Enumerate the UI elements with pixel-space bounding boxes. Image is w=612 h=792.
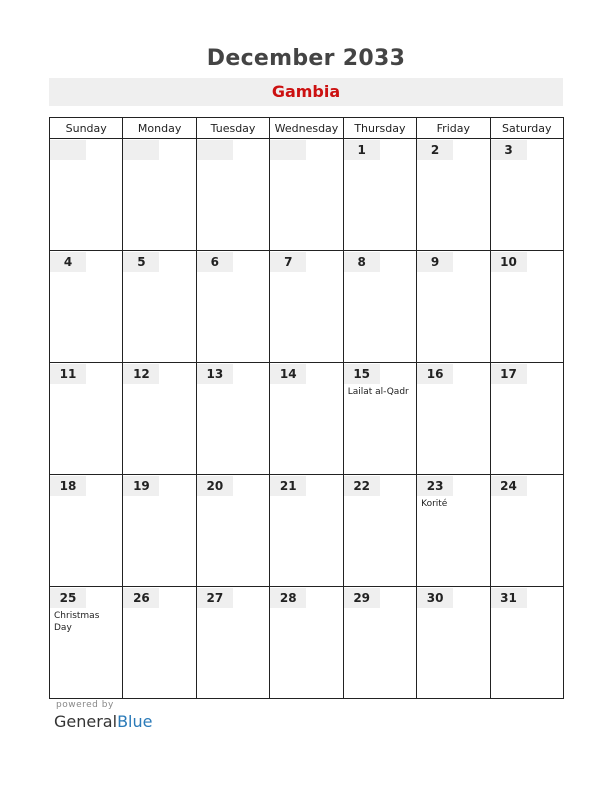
day-number: 29: [344, 588, 380, 608]
weekday-sunday: Sunday: [50, 118, 123, 139]
day-number: 20: [197, 476, 233, 496]
day-cell: [490, 587, 563, 699]
weekday-monday: Monday: [123, 118, 196, 139]
day-cell: [417, 251, 490, 363]
day-number: 24: [491, 476, 527, 496]
day-cell: [50, 475, 123, 587]
day-number: 26: [123, 588, 159, 608]
day-number: 13: [197, 364, 233, 384]
day-cell: [490, 139, 563, 251]
day-number: 19: [123, 476, 159, 496]
day-cell: [196, 363, 269, 475]
week-row: [50, 475, 564, 587]
day-cell: [417, 363, 490, 475]
day-number: 17: [491, 364, 527, 384]
calendar-title: December 2033: [206, 46, 406, 71]
day-number: 16: [417, 364, 453, 384]
weekday-saturday: Saturday: [490, 118, 563, 139]
day-number: 1: [344, 140, 380, 160]
day-cell: [123, 363, 196, 475]
day-number: [197, 140, 233, 160]
day-number: [123, 140, 159, 160]
day-cell: [490, 363, 563, 475]
day-cell: [196, 587, 269, 699]
day-cell: [196, 251, 269, 363]
day-number: 7: [270, 252, 306, 272]
day-cell: [50, 363, 123, 475]
day-cell: [417, 587, 490, 699]
day-number: 18: [50, 476, 86, 496]
day-cell: [270, 251, 343, 363]
day-number: 23: [417, 476, 453, 496]
day-number: 9: [417, 252, 453, 272]
day-cell: [343, 587, 416, 699]
day-number: 11: [50, 364, 86, 384]
week-row: [50, 363, 564, 475]
day-number: 31: [491, 588, 527, 608]
generalblue-logo[interactable]: [54, 712, 152, 731]
day-number: 25: [50, 588, 86, 608]
weekday-tuesday: Tuesday: [196, 118, 269, 139]
week-row: [50, 251, 564, 363]
weekday-thursday: Thursday: [343, 118, 416, 139]
holiday-label: Lailat al-Qadr: [347, 387, 409, 397]
day-cell: [50, 139, 123, 251]
day-cell: [123, 475, 196, 587]
day-number: 8: [344, 252, 380, 272]
day-cell: [343, 475, 416, 587]
day-cell: [270, 475, 343, 587]
day-number: 30: [417, 588, 453, 608]
day-cell: [270, 139, 343, 251]
day-number: 15: [344, 364, 380, 384]
weekday-wednesday: Wednesday: [270, 118, 343, 139]
day-cell: [343, 363, 416, 475]
day-cell: [343, 139, 416, 251]
day-number: 4: [50, 252, 86, 272]
day-cell: [270, 587, 343, 699]
day-number: 28: [270, 588, 306, 608]
day-cell: [123, 251, 196, 363]
weekday-header-row: [50, 118, 564, 139]
calendar-grid: [49, 117, 564, 699]
holiday-label: Christmas Day: [54, 611, 100, 633]
day-number: 5: [123, 252, 159, 272]
day-cell: [490, 251, 563, 363]
day-cell: [196, 475, 269, 587]
day-cell: [343, 251, 416, 363]
day-cell: [417, 139, 490, 251]
day-number: 22: [344, 476, 380, 496]
day-number: [270, 140, 306, 160]
brand-blue: Blue: [117, 712, 153, 731]
day-cell: [50, 587, 123, 699]
day-cell: [50, 251, 123, 363]
week-row: [50, 587, 564, 699]
day-cell: [196, 139, 269, 251]
day-number: 3: [491, 140, 527, 160]
day-cell: [490, 475, 563, 587]
weekday-friday: Friday: [417, 118, 490, 139]
day-number: 2: [417, 140, 453, 160]
day-cell: [270, 363, 343, 475]
holiday-label: Korité: [421, 499, 448, 509]
country-name: Gambia: [49, 78, 563, 106]
day-number: 12: [123, 364, 159, 384]
brand-general: General: [54, 712, 118, 731]
day-number: [50, 140, 86, 160]
day-cell: [417, 475, 490, 587]
day-number: 14: [270, 364, 306, 384]
day-number: 27: [197, 588, 233, 608]
day-number: 21: [270, 476, 306, 496]
day-cell: [123, 139, 196, 251]
day-number: 10: [491, 252, 527, 272]
day-number: 6: [197, 252, 233, 272]
powered-by-label: powered by: [56, 700, 114, 710]
day-cell: [123, 587, 196, 699]
week-row: [50, 139, 564, 251]
